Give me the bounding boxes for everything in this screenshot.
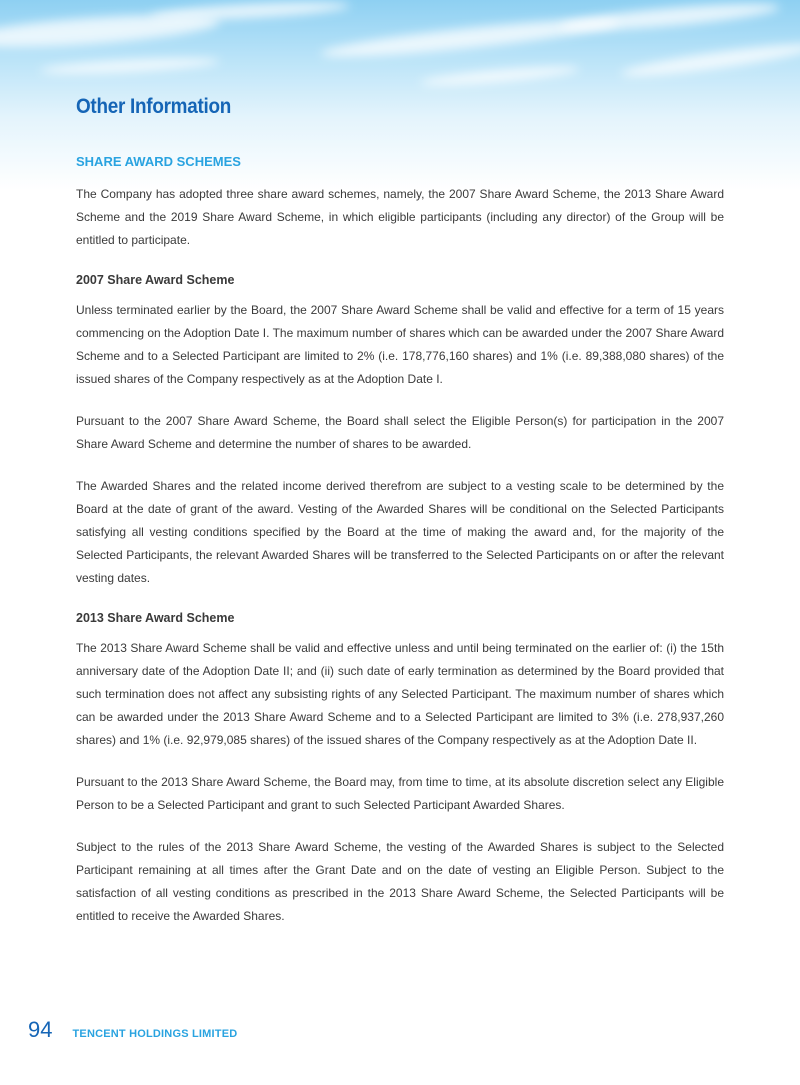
scheme-2007-paragraph-1: Unless terminated earlier by the Board, the 2007 Share Award Scheme shall be valid and effective for a term of 15 years commencing on the Adoption Date I. The maximum number of shares which can be awarded under the 2007 Share Award Scheme and to a Selected Participant are limited to 2% (i.e. 178,776,160 shares) and 1% (i.e. 89,388,080 shares) of the issued shares of the Company respectively as at the Adoption Date I. xyxy=(76,303,724,386)
scheme-2013-paragraph-3: Subject to the rules of the 2013 Share Award Scheme, the vesting of the Awarded Shares is subject to the Selected Participant remaining at all times after the Grant Date and on the date of vesting an Eligible Person. Subject to the satisfaction of all vesting conditions as prescribed in the 2013 Share Award Scheme, the Selected Participants will be entitled to receive the Awarded Shares. xyxy=(76,840,724,923)
section-title: SHARE AWARD SCHEMES xyxy=(76,154,241,169)
scheme-2007-paragraph-3: The Awarded Shares and the related income derived therefrom are subject to a vesting scale to be determined by the Board at the date of grant of the award. Vesting of the Awarded Shares will be conditional on the Selected Participants satisfying all vesting conditions specified by the Board at the time of making the award and, for the majority of the Selected Participants, the relevant Awarded Shares will be transferred to the Selected Participants on or after the relevant vesting dates. xyxy=(76,479,724,585)
page-title: Other Information xyxy=(76,95,232,118)
scheme-2007-paragraph-2: Pursuant to the 2007 Share Award Scheme, the Board shall select the Eligible Person(s) for participation in the 2007 Share Award Scheme and determine the number of shares to be awarded. xyxy=(76,414,724,451)
scheme-2013-paragraph-2: Pursuant to the 2013 Share Award Scheme, the Board may, from time to time, at its absolute discretion select any Eligible Person to be a Selected Participant and grant to such Selected Participant Awarded Shares. xyxy=(76,775,724,812)
scheme-2007-title: 2007 Share Award Scheme xyxy=(76,273,235,287)
page-footer xyxy=(28,1017,237,1047)
scheme-2013-paragraph-1: The 2013 Share Award Scheme shall be valid and effective unless and until being terminated on the earlier of: (i) the 15th anniversary date of the Adoption Date II; and (ii) such date of early termination as determined by the Board provided that such termination does not affect any subsisting rights of any Selected Participant. The maximum number of shares which can be awarded under the 2013 Share Award Scheme and to a Selected Participant are limited to 3% (i.e. 278,937,260 shares) and 1% (i.e. 92,979,085 shares) of the issued shares of the Company respectively as at the Adoption Date II. xyxy=(76,641,724,747)
section-intro: The Company has adopted three share award schemes, namely, the 2007 Share Award Scheme, the 2013 Share Award Scheme and the 2019 Share Award Scheme, in which eligible participants (including any director) of the Group will be entitled to participate. xyxy=(76,187,724,247)
scheme-2013-title: 2013 Share Award Scheme xyxy=(76,611,235,625)
page-content xyxy=(76,92,724,928)
page-number: 94 xyxy=(28,1017,53,1042)
company-name: TENCENT HOLDINGS LIMITED xyxy=(72,1028,238,1040)
